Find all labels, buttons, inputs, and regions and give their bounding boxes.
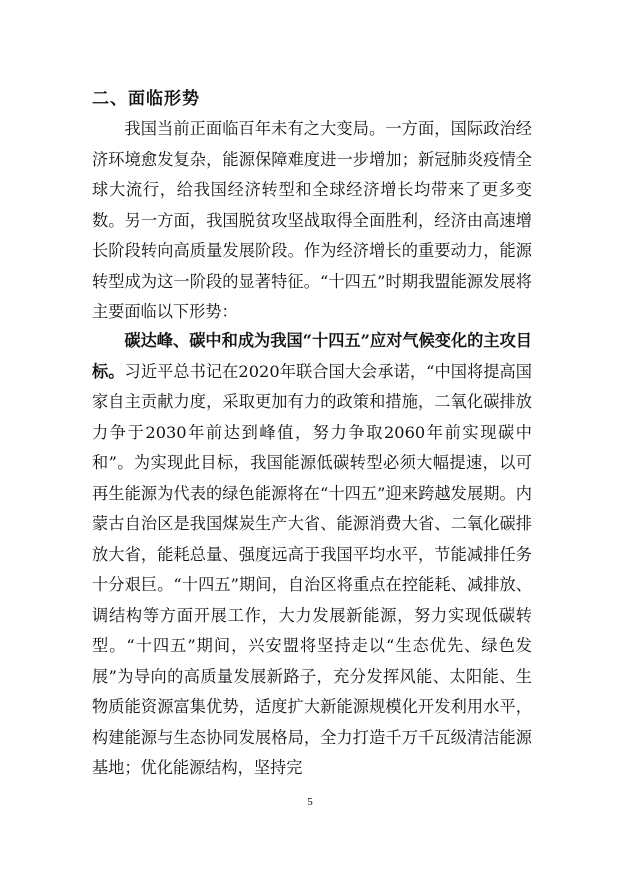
paragraph-carbon-goals: [92, 326, 532, 784]
paragraph-body-text: 习近平总书记在2020年联合国大会承诺，“中国将提高国家自主贡献力度，采取更加有力的政策和措施，二氧化碳排放力争于2030年前达到峰值，努力争取2060年前实现碳中和”。为实现此目标，我国能源低碳转型必须大幅提速，以可再生能源为代表的绿色能源将在“十四五”迎来跨越发展期。内蒙古自治区是我国煤炭生产大省、能源消费大省、二氧化碳排放大省，能耗总量、强度远高于我国平均水平，节能减排任务十分艰巨。“十四五”期间，自治区将重点在控能耗、减排放、调结构等方面开展工作，大力发展新能源，努力实现低碳转型。“十四五”期间，兴安盟将坚持走以“生态优先、绿色发展”为导向的高质量发展新路子，充分发挥风能、太阳能、生物质能资源富集优势，适度扩大新能源规模化开发利用水平，构建能源与生态协同发展格局，全力打造千万千瓦级清洁能源基地；优化能源结构，坚持完: [92, 361, 532, 777]
paragraph-situation-overview: 我国当前正面临百年未有之大变局。一方面，国际政治经济环境愈发复杂，能源保障难度进一步增加；新冠肺炎疫情全球大流行，给我国经济转型和全球经济增长均带来了更多变数。另一方面，我国脱贫攻坚战取得全面胜利，经济由高速增长阶段转向高质量发展阶段。作为经济增长的重要动力，能源转型成为这一阶段的显著特征。“十四五”时期我盟能源发展将主要面临以下形势：: [92, 119, 532, 321]
section-heading: 二、面临形势: [92, 89, 200, 109]
page-number: 5: [307, 796, 313, 808]
paragraph-lead-sentence: 碳达峰、碳中和成为我国“十四五”应对气候变化的主攻目标。: [92, 331, 532, 381]
